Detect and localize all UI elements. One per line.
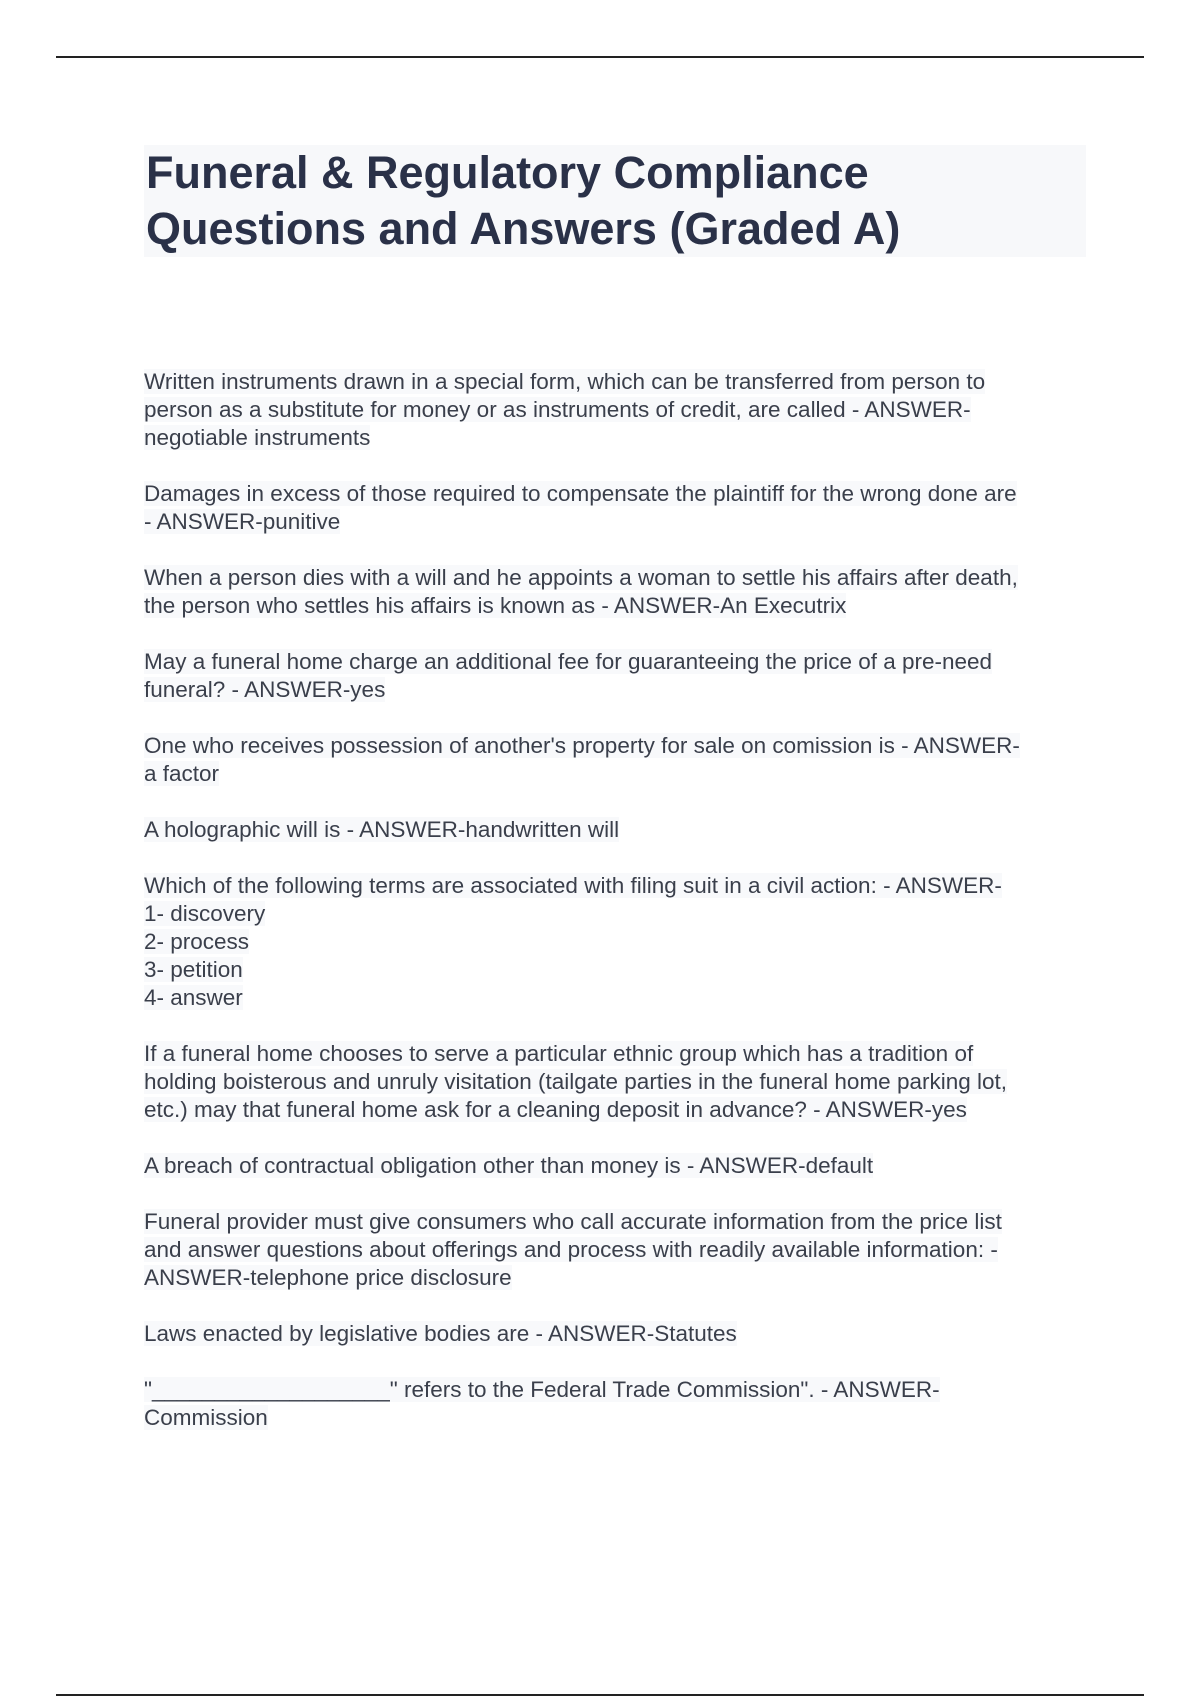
qa-item: [144, 816, 1094, 844]
qa-line: [144, 424, 1094, 452]
qa-line-text: May a funeral home charge an additional fee for guaranteeing the price of a pre-need: [144, 649, 993, 674]
title-line: Questions and Answers (Graded A): [146, 203, 901, 254]
qa-line: [144, 928, 1094, 956]
qa-line-text: "___________________" refers to the Federal Trade Commission". - ANSWER-: [144, 1377, 940, 1402]
qa-list: [144, 368, 1094, 1460]
qa-line-text: 4- answer: [144, 985, 243, 1010]
qa-line: [144, 368, 1094, 396]
qa-line: [144, 1152, 1094, 1180]
qa-line: [144, 1096, 1094, 1124]
qa-line-text: negotiable instruments: [144, 425, 371, 450]
qa-line-text: the person who settles his affairs is known as - ANSWER-An Executrix: [144, 593, 847, 618]
qa-line-text: funeral? - ANSWER-yes: [144, 677, 386, 702]
qa-line: [144, 480, 1094, 508]
qa-line: [144, 984, 1094, 1012]
qa-item: [144, 1040, 1094, 1124]
qa-line: [144, 1264, 1094, 1292]
title-line: Funeral & Regulatory Compliance: [146, 147, 869, 198]
qa-item: [144, 732, 1094, 788]
document-title: [144, 145, 1086, 257]
qa-line-text: Laws enacted by legislative bodies are - ANSWER-Statutes: [144, 1321, 737, 1346]
bottom-rule: [56, 1694, 1144, 1696]
top-rule: [56, 56, 1144, 58]
qa-line-text: If a funeral home chooses to serve a particular ethnic group which has a tradition of: [144, 1041, 974, 1066]
qa-line: [144, 900, 1094, 928]
qa-line-text: Damages in excess of those required to compensate the plaintiff for the wrong done are: [144, 481, 1017, 506]
qa-line-text: a factor: [144, 761, 220, 786]
qa-line: [144, 732, 1094, 760]
qa-line: [144, 956, 1094, 984]
qa-item: [144, 1152, 1094, 1180]
qa-item: [144, 872, 1094, 1012]
qa-line: [144, 676, 1094, 704]
qa-item: [144, 1320, 1094, 1348]
qa-item: [144, 1376, 1094, 1432]
qa-line: [144, 1404, 1094, 1432]
qa-line-text: holding boisterous and unruly visitation (tailgate parties in the funeral home parking lot,: [144, 1069, 1008, 1094]
qa-line: [144, 760, 1094, 788]
qa-line-text: 3- petition: [144, 957, 243, 982]
qa-line-text: A holographic will is - ANSWER-handwritten will: [144, 817, 620, 842]
qa-line-text: Funeral provider must give consumers who call accurate information from the price list: [144, 1209, 1002, 1234]
qa-line: [144, 592, 1094, 620]
qa-line: [144, 872, 1094, 900]
qa-line-text: 2- process: [144, 929, 250, 954]
qa-line: [144, 648, 1094, 676]
qa-line-text: etc.) may that funeral home ask for a cleaning deposit in advance? - ANSWER-yes: [144, 1097, 967, 1122]
qa-line: [144, 1376, 1094, 1404]
qa-line-text: 1- discovery: [144, 901, 266, 926]
qa-line: [144, 508, 1094, 536]
qa-item: [144, 1208, 1094, 1292]
qa-line: [144, 1320, 1094, 1348]
qa-line-text: Commission: [144, 1405, 268, 1430]
qa-line-text: Which of the following terms are associated with filing suit in a civil action: - ANSWER-: [144, 873, 1002, 898]
qa-line: [144, 1040, 1094, 1068]
qa-line: [144, 816, 1094, 844]
qa-line: [144, 1236, 1094, 1264]
qa-line: [144, 1068, 1094, 1096]
qa-line-text: When a person dies with a will and he appoints a woman to settle his affairs after death,: [144, 565, 1018, 590]
qa-item: [144, 648, 1094, 704]
qa-line-text: A breach of contractual obligation other than money is - ANSWER-default: [144, 1153, 874, 1178]
qa-item: [144, 368, 1094, 452]
qa-line: [144, 564, 1094, 592]
qa-line-text: - ANSWER-punitive: [144, 509, 341, 534]
qa-line-text: and answer questions about offerings and process with readily available information: -: [144, 1237, 998, 1262]
qa-line-text: Written instruments drawn in a special form, which can be transferred from person to: [144, 369, 986, 394]
qa-line: [144, 396, 1094, 424]
qa-item: [144, 480, 1094, 536]
qa-line: [144, 1208, 1094, 1236]
qa-line-text: person as a substitute for money or as instruments of credit, are called - ANSWER-: [144, 397, 971, 422]
qa-line-text: ANSWER-telephone price disclosure: [144, 1265, 512, 1290]
qa-line-text: One who receives possession of another's property for sale on comission is - ANSWER-: [144, 733, 1020, 758]
qa-item: [144, 564, 1094, 620]
